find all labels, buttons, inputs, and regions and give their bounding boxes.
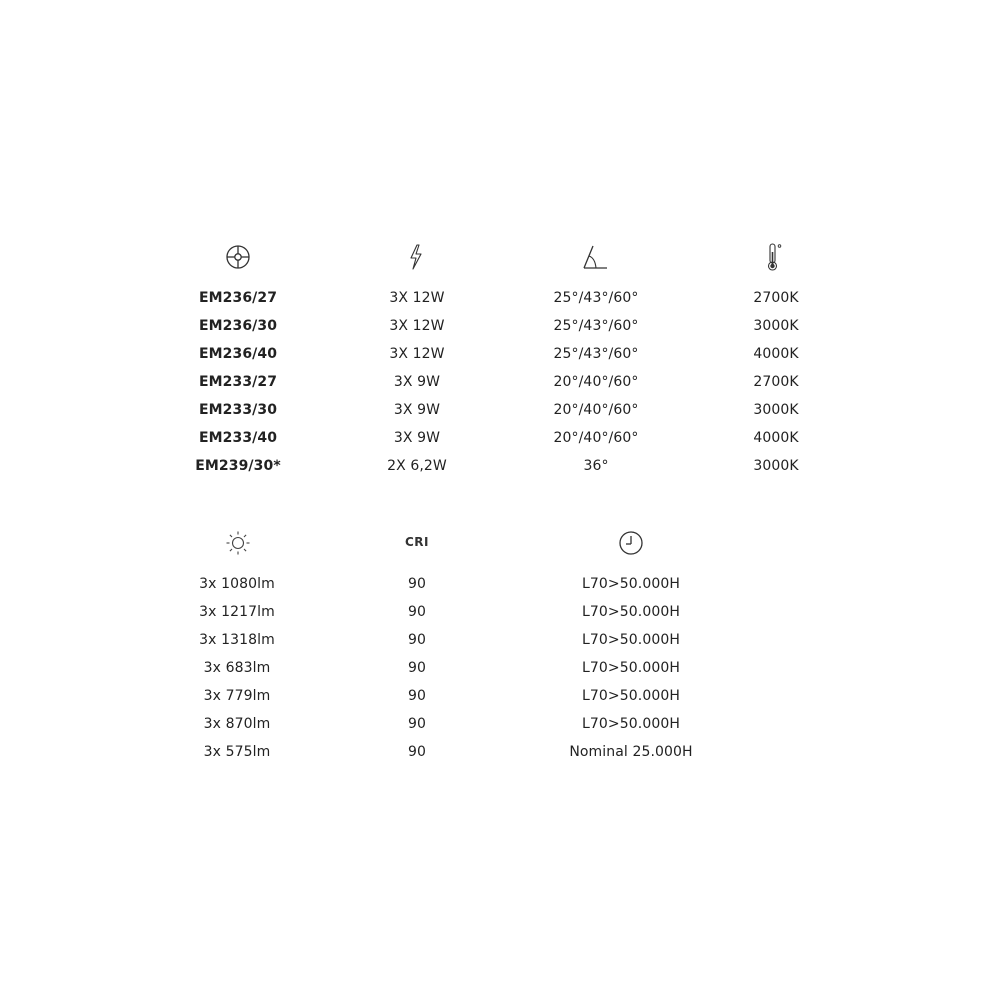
table-row-angle: 25°/43°/60° bbox=[553, 318, 639, 334]
table-row-temp: 3000K bbox=[753, 402, 799, 418]
table-row-code: EM233/40 bbox=[198, 430, 278, 446]
table-row-angle: 25°/43°/60° bbox=[553, 346, 639, 362]
lumen-sun-icon bbox=[225, 530, 251, 556]
table-row-life: L70>50.000H bbox=[582, 632, 680, 648]
table-row-cri: 90 bbox=[407, 716, 426, 732]
table-row-cri: 90 bbox=[407, 604, 426, 620]
table-row-life: Nominal 25.000H bbox=[569, 744, 693, 760]
table-row-angle: 20°/40°/60° bbox=[553, 402, 639, 418]
lifetime-clock-icon bbox=[618, 530, 644, 556]
table-row-power: 3X 9W bbox=[393, 374, 441, 390]
table-row-cri: 90 bbox=[407, 576, 426, 592]
table-row-power: 3X 12W bbox=[389, 346, 445, 362]
table-row-life: L70>50.000H bbox=[582, 688, 680, 704]
table-row-power: 3X 12W bbox=[389, 318, 445, 334]
table-row-temp: 4000K bbox=[753, 430, 799, 446]
table-row-cri: 90 bbox=[407, 688, 426, 704]
table-row-code: EM236/40 bbox=[198, 346, 278, 362]
table-row-temp: 3000K bbox=[753, 458, 799, 474]
table-row-code: EM233/30 bbox=[198, 402, 278, 418]
table-row-temp: 4000K bbox=[753, 346, 799, 362]
table-row-angle: 25°/43°/60° bbox=[553, 290, 639, 306]
table-row-lumen: 3x 1217lm bbox=[199, 604, 275, 620]
table-row-code: EM236/27 bbox=[198, 290, 278, 306]
table-row-power: 3X 9W bbox=[393, 430, 441, 446]
table-row-code: EM236/30 bbox=[198, 318, 278, 334]
table-row-temp: 2700K bbox=[753, 374, 799, 390]
table-row-lumen: 3x 575lm bbox=[203, 744, 271, 760]
table-row-power: 3X 9W bbox=[393, 402, 441, 418]
table-row-life: L70>50.000H bbox=[582, 576, 680, 592]
table-row-lumen: 3x 683lm bbox=[203, 660, 271, 676]
luminaire-icon bbox=[225, 244, 251, 270]
table-row-lumen: 3x 870lm bbox=[203, 716, 271, 732]
table-row-power: 2X 6,2W bbox=[387, 458, 447, 474]
table-row-cri: 90 bbox=[407, 660, 426, 676]
table-row-life: L70>50.000H bbox=[582, 660, 680, 676]
table-row-angle: 20°/40°/60° bbox=[553, 430, 639, 446]
table-row-angle: 20°/40°/60° bbox=[553, 374, 639, 390]
table-row-lumen: 3x 1080lm bbox=[199, 576, 275, 592]
power-icon bbox=[406, 243, 426, 271]
table-row-temp: 2700K bbox=[753, 290, 799, 306]
table-row-lumen: 3x 1318lm bbox=[199, 632, 275, 648]
table-row-cri: 90 bbox=[407, 744, 426, 760]
table-row-power: 3X 12W bbox=[389, 290, 445, 306]
table-row-code: EM239/30* bbox=[195, 458, 281, 474]
table-row-angle: 36° bbox=[583, 458, 609, 474]
table-row-cri: 90 bbox=[407, 632, 426, 648]
table-row-code: EM233/27 bbox=[198, 374, 278, 390]
color-temperature-icon bbox=[766, 242, 784, 272]
table-row-life: L70>50.000H bbox=[582, 716, 680, 732]
beam-angle-icon bbox=[581, 243, 609, 271]
table-row-life: L70>50.000H bbox=[582, 604, 680, 620]
cri-label: CRI bbox=[404, 535, 429, 549]
table-row-lumen: 3x 779lm bbox=[203, 688, 271, 704]
table-row-temp: 3000K bbox=[753, 318, 799, 334]
